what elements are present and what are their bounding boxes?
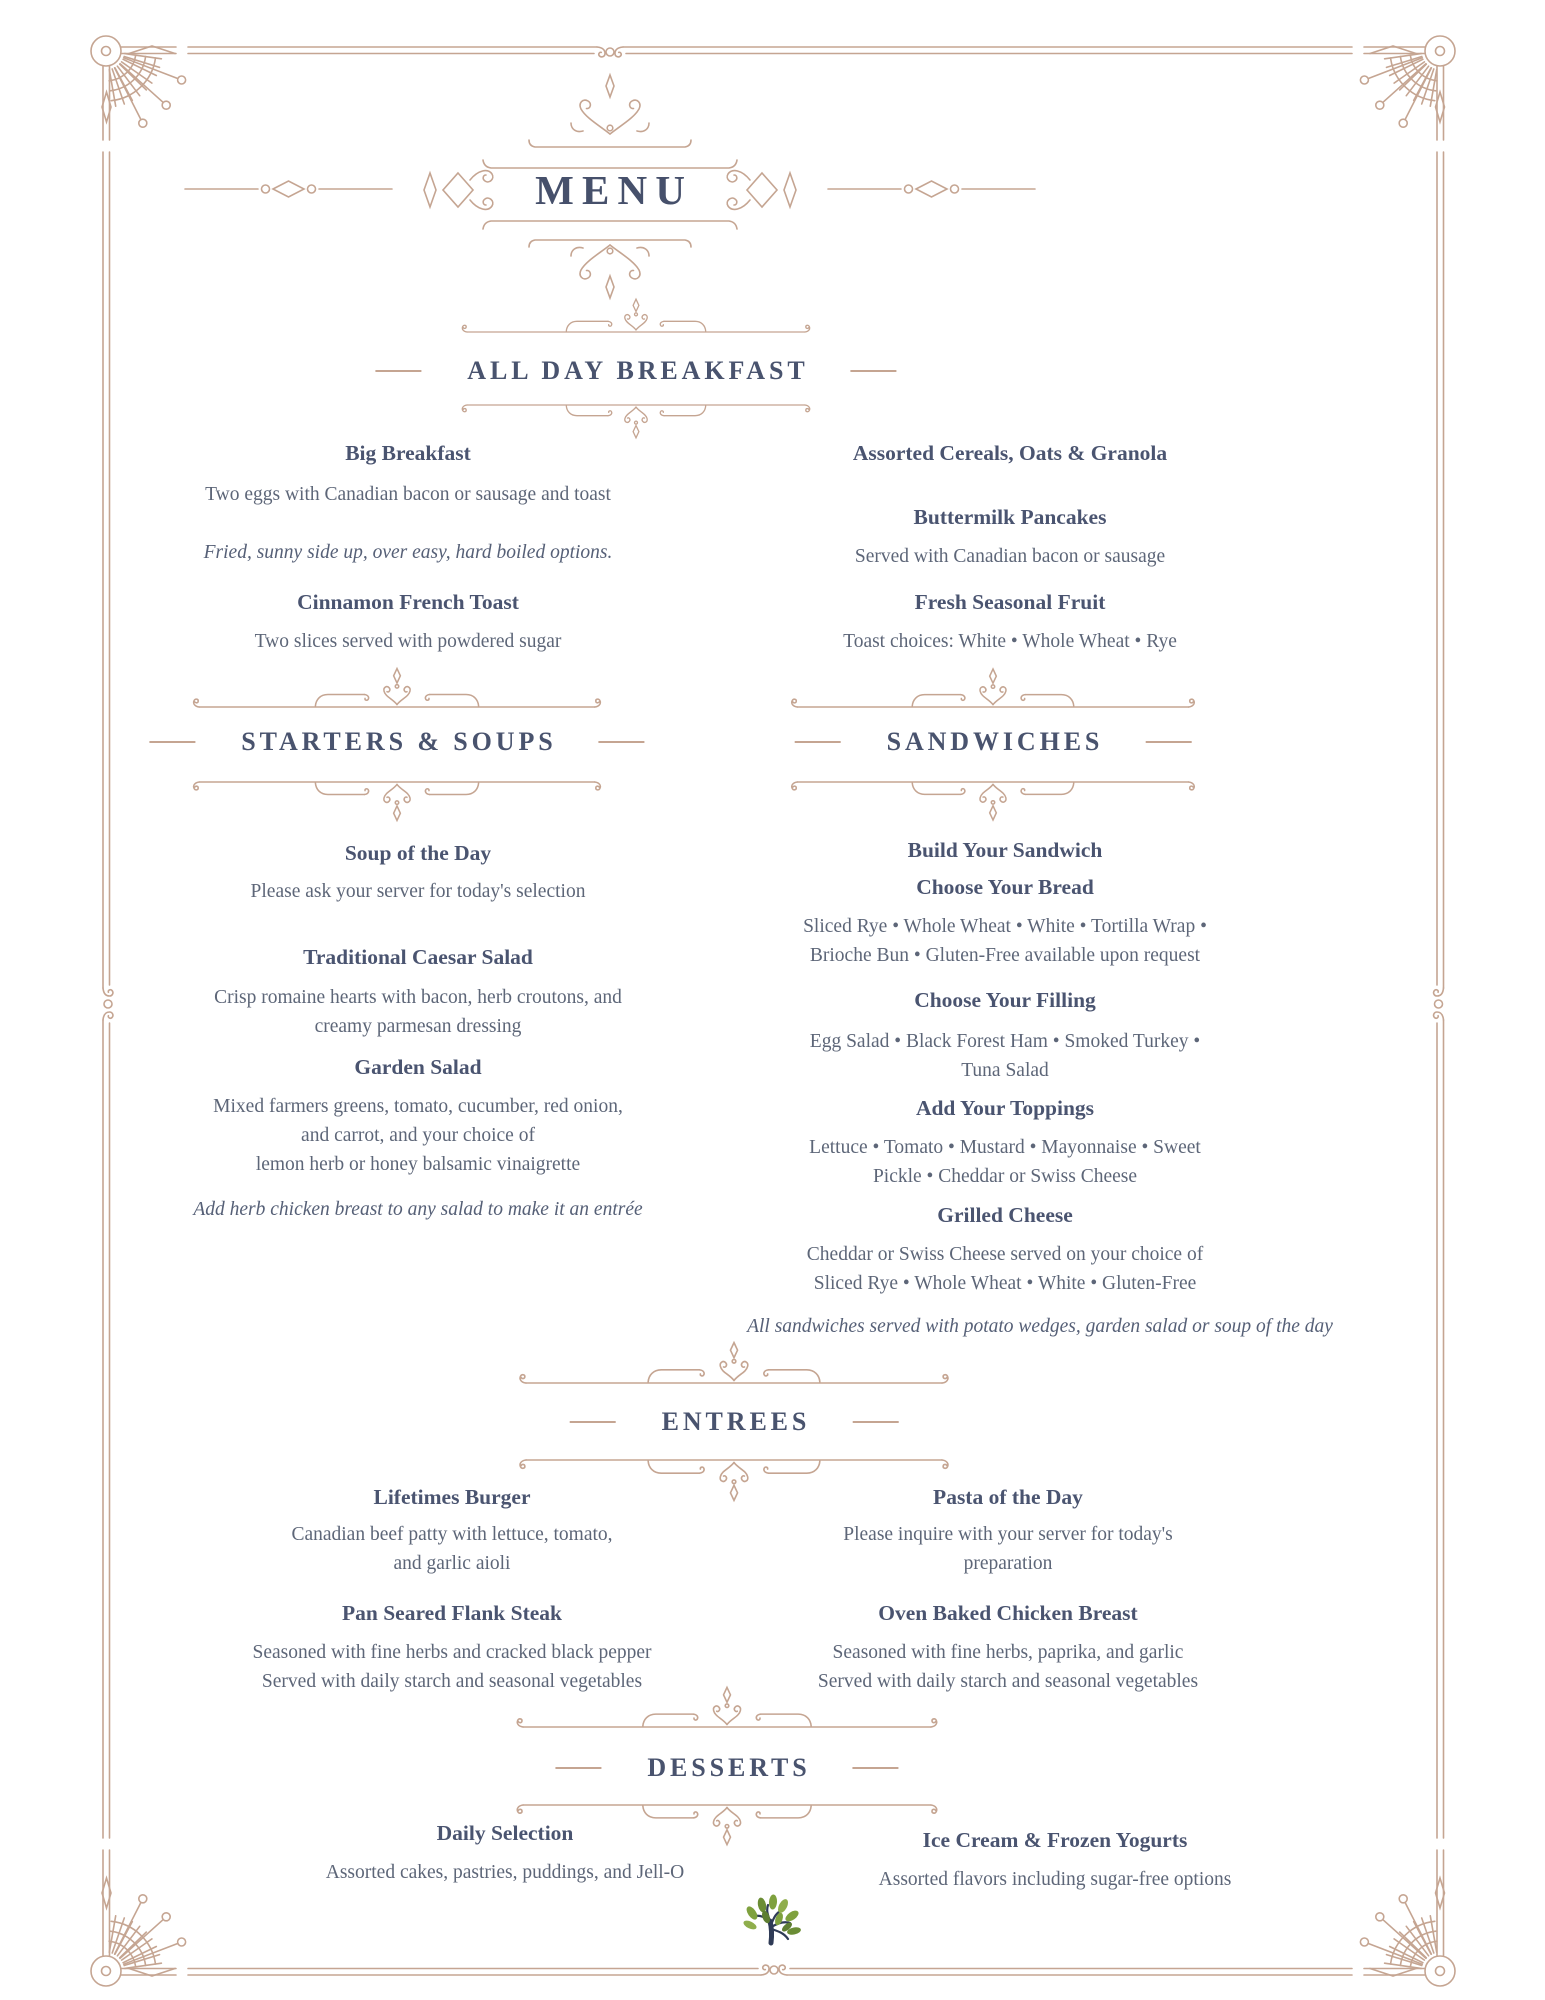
header-ornament-desserts-bottom: [517, 1805, 936, 1845]
item-desc: Served with Canadian bacon or sausage: [854, 546, 1166, 567]
item-name: Pan Seared Flank Steak: [341, 1601, 563, 1625]
heading-dash: [1145, 741, 1191, 743]
header-ornament-starters-bottom: [194, 782, 601, 820]
item-desc: Sliced Rye • Whole Wheat • White • Tortilla Wrap • Brioche Bun • Gluten-Free available upon request: [803, 916, 1207, 966]
item-name: Buttermilk Pancakes: [913, 505, 1107, 529]
header-ornament-entrees-bottom: [520, 1460, 948, 1500]
heading-dash: [853, 1767, 899, 1769]
section-heading-sandwiches: [795, 727, 1192, 757]
section-heading-starters: [149, 727, 644, 757]
section-heading-desserts: [555, 1753, 898, 1783]
section-heading-label: SANDWICHES: [886, 727, 1104, 756]
heading-dash: [555, 1767, 601, 1769]
section-heading-entrees: [570, 1407, 899, 1437]
section-heading-label: ALL DAY BREAKFAST: [467, 356, 809, 385]
item-desc: Lettuce • Tomato • Mustard • Mayonnaise • Sweet Pickle • Cheddar or Swiss Cheese: [809, 1137, 1201, 1187]
item-desc: Two slices served with powdered sugar: [254, 631, 562, 652]
heading-dash: [599, 741, 645, 743]
item-name: Lifetimes Burger: [373, 1485, 531, 1509]
item-desc: Two eggs with Canadian bacon or sausage and toast: [205, 484, 611, 505]
heading-dash: [149, 741, 195, 743]
item-name: Garden Salad: [354, 1055, 482, 1079]
item-name: Choose Your Filling: [914, 988, 1096, 1012]
header-ornament-breakfast-bottom: [462, 405, 809, 438]
item-desc: Crisp romaine hearts with bacon, herb croutons, and creamy parmesan dressing: [214, 987, 622, 1037]
item-note: Add herb chicken breast to any salad to make it an entrée: [193, 1199, 643, 1220]
item-name: Pasta of the Day: [933, 1485, 1083, 1509]
item-desc: Seasoned with fine herbs and cracked black pepper Served with daily starch and seasonal vegetables: [252, 1642, 652, 1692]
item-desc: Egg Salad • Black Forest Ham • Smoked Turkey • Tuna Salad: [809, 1031, 1201, 1081]
item-desc: Assorted flavors including sugar-free options: [878, 1869, 1232, 1890]
item-name: Choose Your Bread: [916, 875, 1094, 899]
item-name: Ice Cream & Frozen Yogurts: [922, 1828, 1188, 1852]
item-desc: Cheddar or Swiss Cheese served on your choice of Sliced Rye • Whole Wheat • White • Gluten-Free: [806, 1244, 1204, 1294]
item-name: Add Your Toppings: [915, 1096, 1095, 1120]
item-desc: Please inquire with your server for today's preparation: [843, 1524, 1173, 1574]
section-heading-label: STARTERS & SOUPS: [241, 727, 557, 756]
header-ornament-sandwiches-top: [792, 669, 1194, 707]
item-desc: Toast choices: White • Whole Wheat • Rye: [843, 631, 1177, 652]
section-heading-breakfast: [375, 356, 896, 386]
item-desc: Seasoned with fine herbs, paprika, and garlic Served with daily starch and seasonal vegetables: [817, 1642, 1199, 1692]
side-divider-right: [828, 181, 1035, 197]
header-ornament-breakfast-top: [462, 299, 809, 332]
header-ornament-sandwiches-bottom: [792, 782, 1194, 820]
sandwiches-footnote: All sandwiches served with potato wedges, garden salad or soup of the day: [747, 1316, 1333, 1337]
corner-sunburst-top-right: [1360, 36, 1455, 127]
section-heading-label: DESSERTS: [647, 1753, 811, 1782]
item-desc: Mixed farmers greens, tomato, cucumber, red onion, and carrot, and your choice of lemon herb or honey balsamic vinaigrette: [213, 1096, 623, 1175]
item-name: Soup of the Day: [344, 841, 492, 865]
heading-dash: [851, 370, 897, 372]
tree-logo: [742, 1894, 801, 1943]
heading-dash: [570, 1421, 616, 1423]
heading-dash: [375, 370, 421, 372]
side-divider-left: [185, 181, 392, 197]
heading-dash: [795, 741, 841, 743]
item-name: Assorted Cereals, Oats & Granola: [852, 441, 1168, 465]
heading-dash: [852, 1421, 898, 1423]
section-heading-label: ENTREES: [661, 1407, 811, 1436]
item-name: Big Breakfast: [345, 441, 471, 465]
header-ornament-starters-top: [194, 669, 601, 707]
item-desc: Assorted cakes, pastries, puddings, and Jell-O: [325, 1862, 685, 1883]
header-ornament-entrees-top: [520, 1343, 948, 1383]
item-name: Cinnamon French Toast: [297, 590, 519, 614]
corner-sunburst-bottom-right: [1360, 1895, 1455, 1986]
menu-title: MENU: [535, 167, 694, 213]
item-name: Oven Baked Chicken Breast: [878, 1601, 1138, 1625]
item-name: Fresh Seasonal Fruit: [914, 590, 1106, 614]
item-desc: Please ask your server for today's selection: [250, 881, 586, 902]
item-name: Traditional Caesar Salad: [303, 945, 533, 969]
item-desc: Canadian beef patty with lettuce, tomato, and garlic aioli: [291, 1524, 613, 1574]
item-name: Grilled Cheese: [937, 1203, 1073, 1227]
item-name: Build Your Sandwich: [907, 838, 1103, 862]
item-note: Fried, sunny side up, over easy, hard boiled options.: [203, 542, 613, 563]
item-name: Daily Selection: [436, 1821, 574, 1845]
